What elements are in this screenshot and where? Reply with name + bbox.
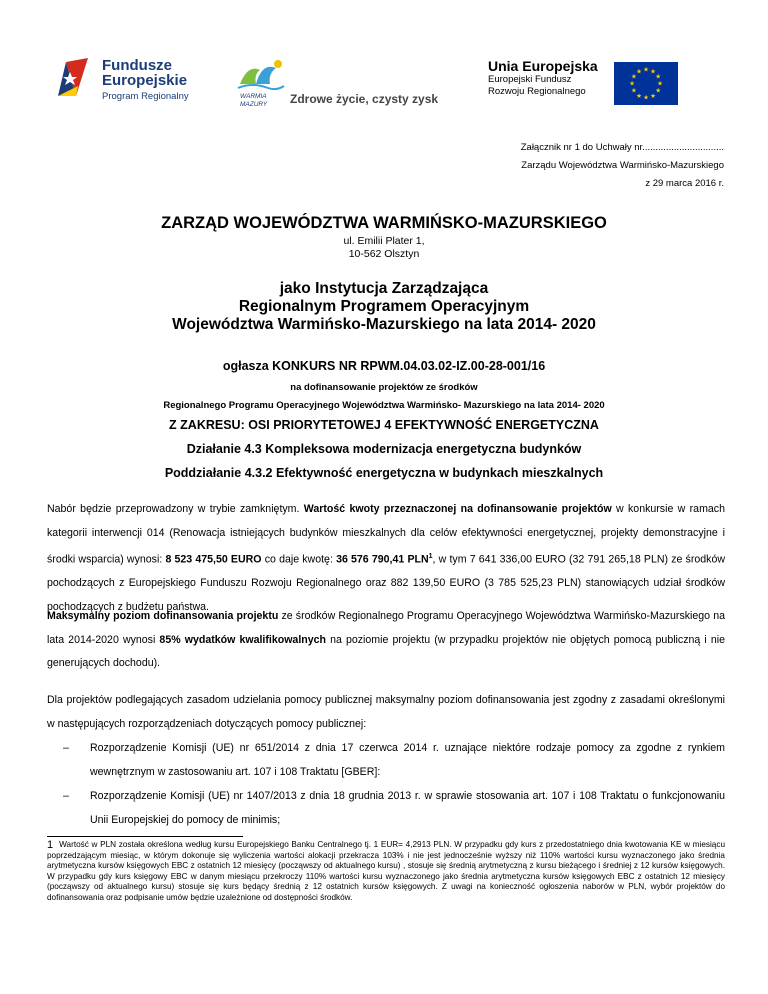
unia-europejska-logo (488, 58, 728, 110)
action-line: Działanie 4.3 Kompleksowa modernizacja energetyczna budynków (186, 442, 582, 456)
fe-line3: Program Regionalny (102, 91, 189, 102)
p2-c: 85% wydatków kwalifikowalnych (159, 633, 326, 646)
attachment-line3: z 29 marca 2016 r. (645, 178, 724, 189)
footnote-divider (47, 836, 243, 837)
eu-star-icon: ★ (636, 68, 642, 76)
eu-star-icon: ★ (630, 73, 637, 81)
address-line2: 10-562 Olsztyn (348, 248, 420, 260)
wm-mark-text2: MAZURY (240, 101, 268, 108)
warmia-mazury-mark-icon (234, 58, 288, 108)
address-line1: ul. Emilii Plater 1, (343, 235, 425, 247)
funding-line1: na dofinansowanie projektów ze środków (290, 382, 478, 393)
paragraph-max-funding (47, 605, 725, 676)
eu-star-icon: ★ (655, 73, 662, 81)
warmia-mazury-logo (234, 58, 484, 110)
funding-line2: Regionalnego Programu Operacyjnego Województwa Warmińsko- Mazurskiego na lata 2014- 2020 (163, 400, 605, 411)
role-line1: jako Instytucja Zarządzająca (279, 280, 489, 297)
p1-g: , w tym 7 641 336,00 EURO (32 791 265,18 PLN) ze środków pochodzących z Europejskiego Funduszu Rozwoju Regionalnego oraz 882 139,50 EURO (3 785 525,23 PLN) stanowiących udział środków pochodzących z budżetu państwa. (47, 553, 726, 613)
footnote-text: Wartość w PLN została określona według kursu Europejskiego Banku Centralnego tj. 1 EUR= 4,2913 PLN. W przypadku gdy kurs z przedostatniego dnia kwotowania KE w miesiącu poprzedzającym miesiąc, w którym dokonuje się wyliczenia wartości alokacji przekracza 103% i nie jest jednocześnie wyższy niż 110% wartości kursu wyznaczonego jako średnia arytmetyczna kursów księgowych EBC z ostatnich 12 miesięcy (począwszy od aktualnego kursu) , stosuje się średnią arytmetyczną z kursu bieżącego i średniej z 12 kursów księgowych. W przypadku gdy kurs księgowy EBC w danym miesiącu przekroczy 110% wartości kursu wyznaczonego jako średnia arytmetyczna kursów księgowych EBC z ostatnich 12 miesięcy (począwszy od aktualnego kursu) stosuje się kurs będący średnią z 12 ostatnich kursów księgowych. Z uwagi na konieczność ogłoszenia naborów w PLN, wybór projektów do dofinansowania oraz podpisanie umów będzie uzależnione od dostępności środków. (47, 840, 725, 902)
wm-slogan: Zdrowe życie, czysty zysk (290, 92, 439, 106)
eu-star-icon: ★ (643, 94, 649, 102)
p1-a: Nabór będzie przeprowadzony w trybie zamkniętym. (47, 503, 304, 515)
logo-bar (0, 50, 768, 120)
footnote-ref: 1 (428, 553, 433, 560)
priority-axis: Z ZAKRESU: OSI PRIORYTETOWEJ 4 EFEKTYWNOŚĆ ENERGETYCZNA (169, 418, 599, 432)
fe-star-icon (56, 56, 100, 100)
eu-star-icon: ★ (630, 87, 637, 95)
p1-d: 8 523 475,50 EURO (165, 553, 262, 566)
p1-f: 36 576 790,41 PLN (336, 553, 429, 566)
p2-d: na poziomie projektu (w przypadku projektów nie objętych pomocą publiczną i nie generujących dochodu). (47, 633, 725, 669)
p2-b: ze środków Regionalnego Programu Operacyjnego Województwa Warmińsko-Mazurskiego na lata 2014-2020 wynosi (47, 610, 725, 646)
role-line3: Województwa Warmińsko-Mazurskiego na lata 2014- 2020 (172, 316, 596, 333)
eu-star-icon: ★ (650, 68, 656, 76)
attachment-line1: Załącznik nr 1 do Uchwały nr............................... (520, 142, 724, 153)
p1-c: w konkursie w ramach kategorii interwencji 014 (Renowacja istniejących budynków mieszkalnych dla celów efektywności energetycznej, projekty demonstracyjne i środki wsparcia) wynosi: (47, 503, 725, 566)
board-title: ZARZĄD WOJEWÓDZTWA WARMIŃSKO-MAZURSKIEGO (161, 214, 607, 232)
attachment-line2: Zarządu Województwa Warmińsko-Mazurskiego (521, 160, 724, 171)
eu-star-icon: ★ (643, 66, 649, 74)
fundusze-europejskie-logo (56, 56, 226, 106)
p1-b: Wartość kwoty przeznaczonej na dofinansowanie projektów (303, 503, 612, 515)
paragraph-state-aid: Dla projektów podlegających zasadom udzielania pomocy publicznej maksymalny poziom dofinansowania jest zgodny z zasadami określonymi w następujących rozporządzeniach dotyczących pomocy publicznej: (47, 694, 725, 730)
fe-line1: Fundusze (102, 57, 172, 74)
p2-a: Maksymalny poziom dofinansowania projektu (47, 610, 279, 622)
ue-line3: Rozwoju Regionalnego (488, 86, 586, 97)
paragraph-allocation (47, 498, 725, 619)
eu-star-icon: ★ (650, 92, 656, 100)
subaction-line: Poddziałanie 4.3.2 Efektywność energetyczna w budynkach mieszkalnych (164, 466, 604, 480)
wm-mark-text1: WARMIA (240, 93, 267, 100)
bullet-dash: – (63, 790, 69, 802)
bullet-text: Rozporządzenie Komisji (UE) nr 651/2014 z dnia 17 czerwca 2014 r. uznające niektóre rodzaje pomocy za zgodne z rynkiem wewnętrznym w zastosowaniu art. 107 i 108 Traktatu [GBER]: (90, 742, 725, 778)
footnote-mark: 1 (47, 839, 54, 851)
eu-star-icon: ★ (655, 87, 662, 95)
fe-line2: Europejskie (102, 72, 188, 89)
bullet-text: Rozporządzenie Komisji (UE) nr 1407/2013 z dnia 18 grudnia 2013 r. w sprawie stosowania art. 107 i 108 Traktatu o funkcjonowaniu Unii Europejskiej do pomocy de minimis; (90, 790, 725, 826)
eu-star-icon: ★ (636, 92, 642, 100)
ue-line1: Unia Europejska (488, 58, 598, 74)
contest-number: ogłasza KONKURS NR RPWM.04.03.02-IZ.00-28-001/16 (222, 359, 546, 373)
eu-star-icon: ★ (657, 80, 663, 88)
role-line2: Regionalnym Programem Operacyjnym (238, 298, 530, 315)
eu-flag-icon (614, 62, 678, 105)
eu-star-icon: ★ (629, 80, 635, 88)
ue-line2: Europejski Fundusz (488, 74, 572, 85)
bullet-dash: – (63, 742, 69, 754)
footnote (47, 840, 725, 903)
p1-e: co daje kwotę: (261, 553, 337, 566)
